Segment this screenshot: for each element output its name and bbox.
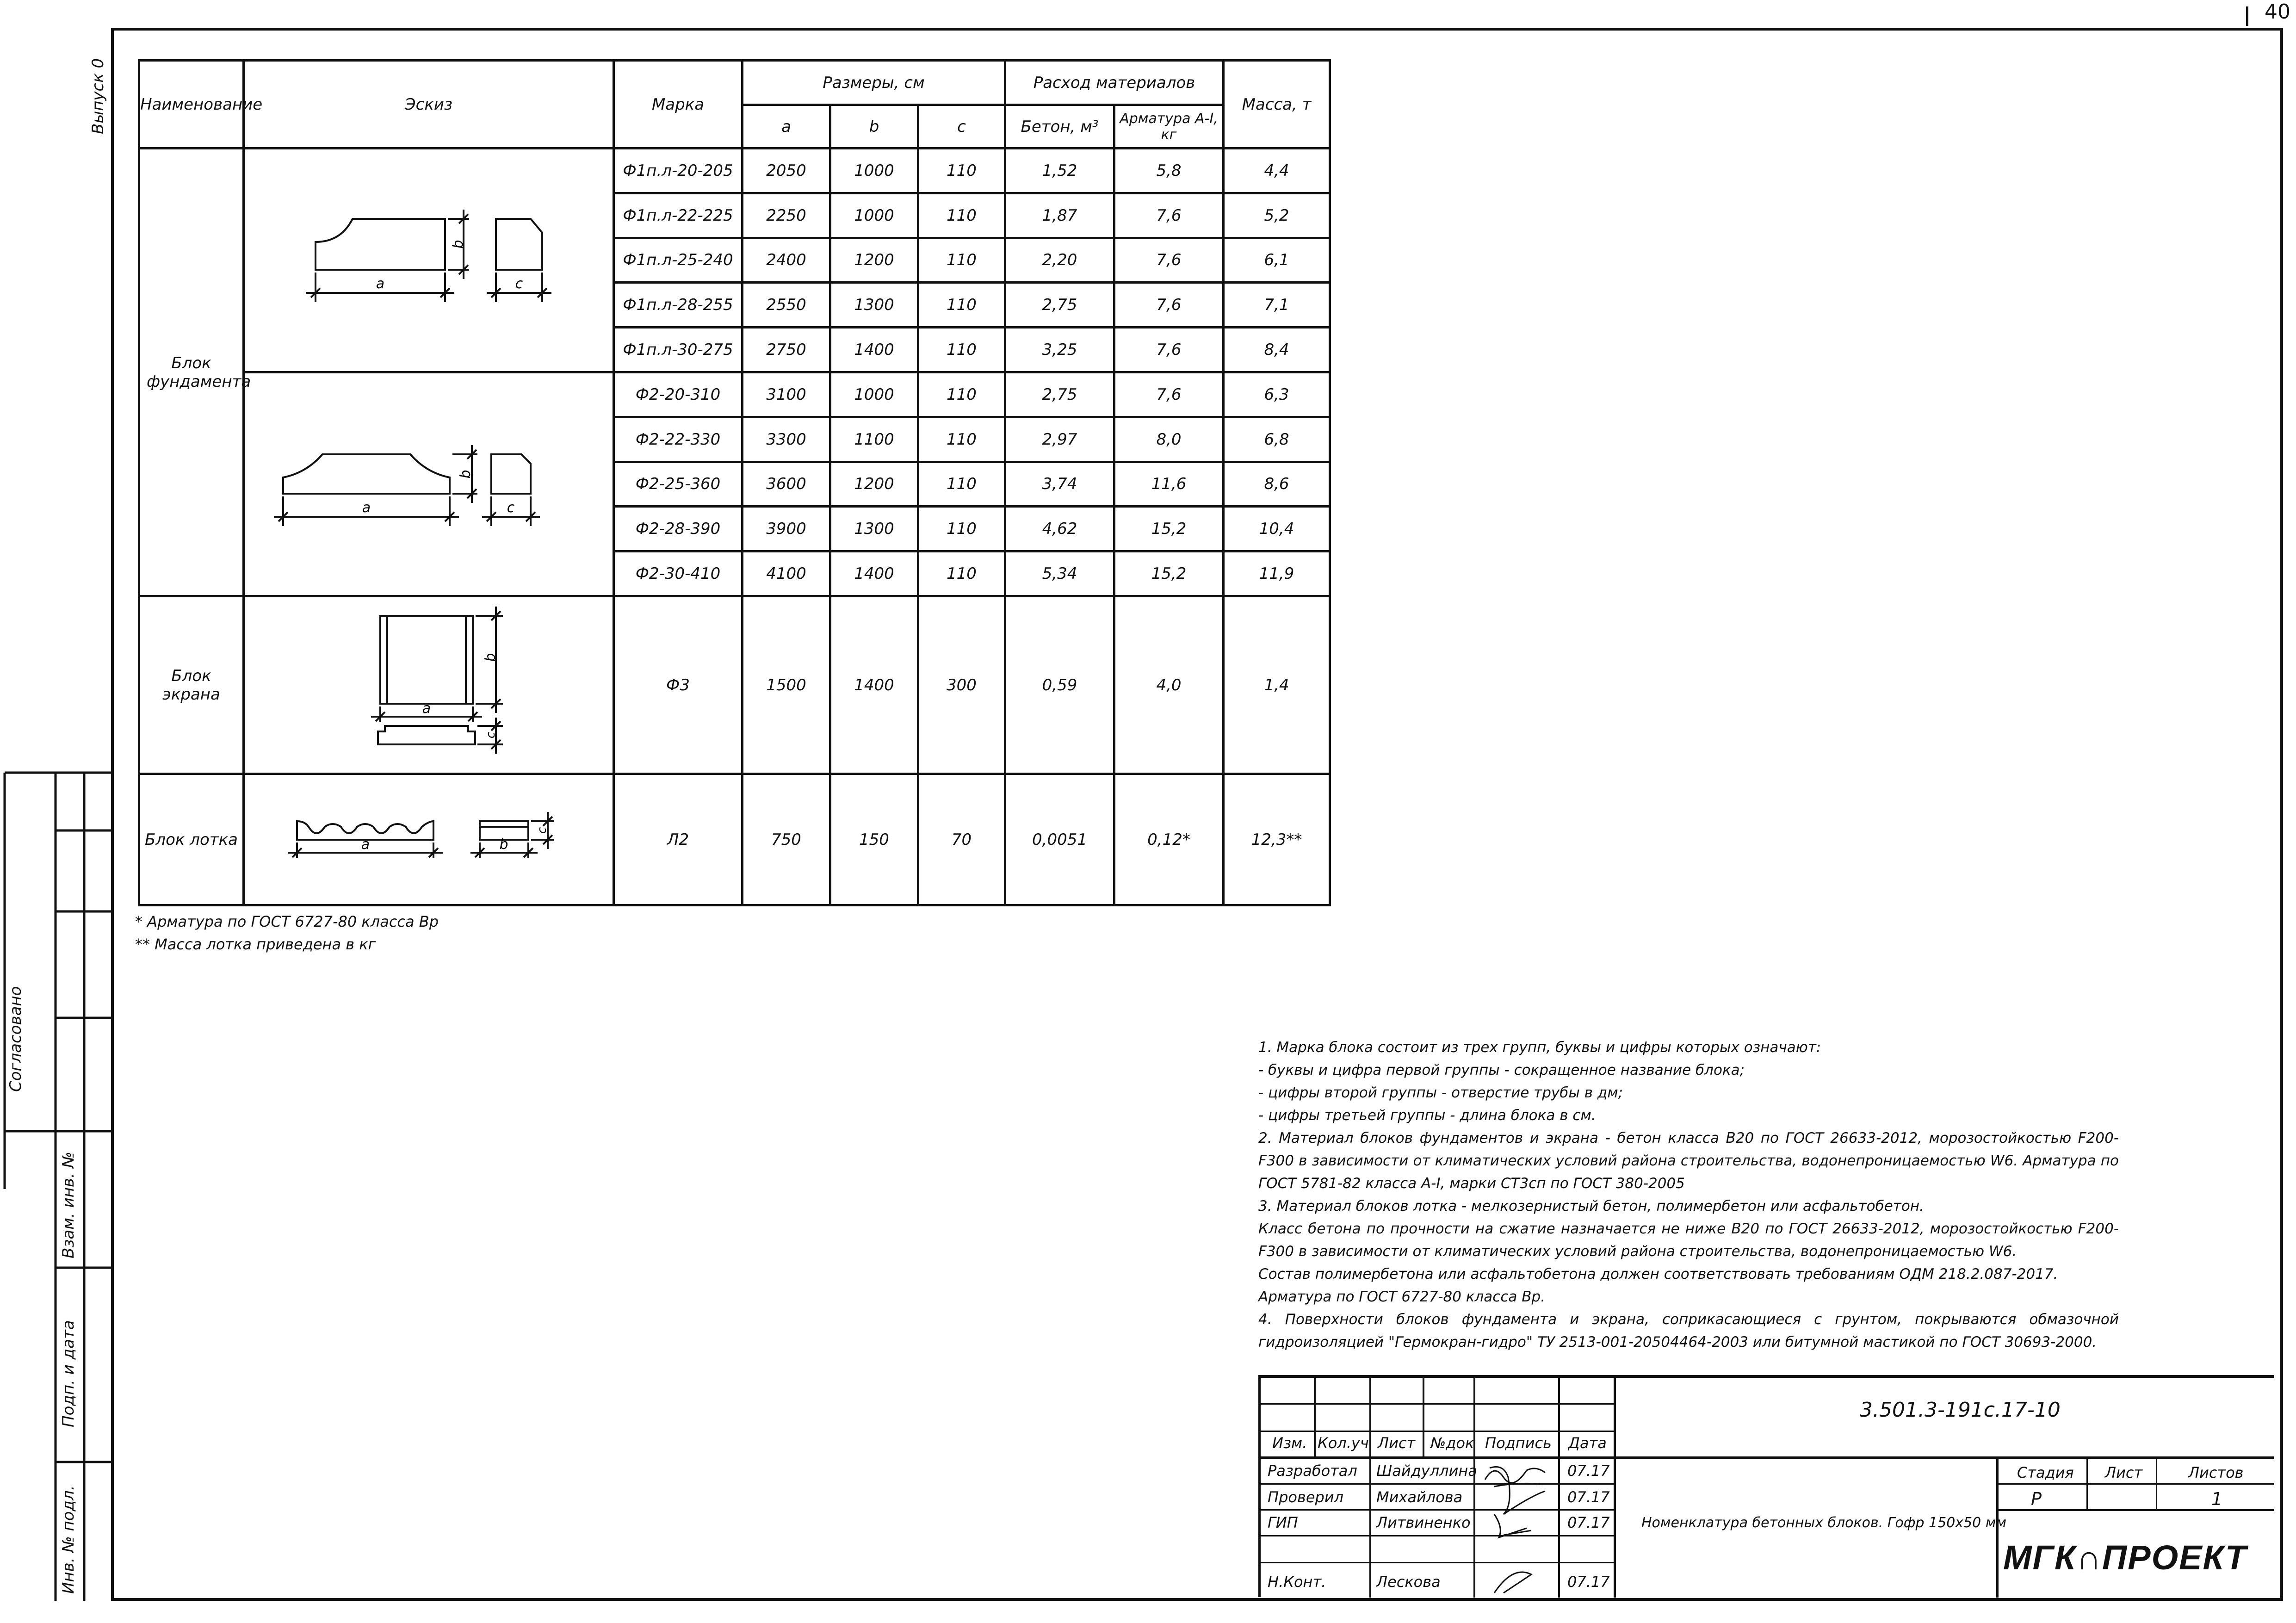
header-mark: Марка — [614, 61, 743, 149]
size-b-cell: 1400 — [830, 551, 918, 596]
note-line: Состав полимербетона или асфальтобетона должен соответствовать требованиям ОДМ 218.2.087-2017. — [1258, 1266, 2058, 1282]
mark-cell: Ф1п.л-22-225 — [614, 193, 743, 238]
size-b-cell: 1400 — [830, 328, 918, 372]
left-margin-lines — [1, 773, 112, 1601]
rebar-cell: 7,6 — [1114, 193, 1224, 238]
size-b-cell: 1100 — [830, 417, 918, 462]
mark-cell: Ф2-25-360 — [614, 462, 743, 507]
size-c-cell: 110 — [918, 328, 1005, 372]
sketch-f2 — [244, 372, 614, 596]
mark-cell: Ф1п.л-25-240 — [614, 238, 743, 283]
footnote-mass: ** Масса лотка приведена в кг — [135, 935, 376, 953]
size-a-cell: 1500 — [743, 596, 830, 774]
size-a-cell: 2400 — [743, 238, 830, 283]
note-line: Класс бетона по прочности на сжатие назначается не ниже В20 по ГОСТ 26633-2012, морозостойкостью F200-F300 в зависимости от климатических условий района строительства, водонепроницаемостью W6. — [1258, 1220, 2119, 1260]
concrete-cell: 4,62 — [1005, 507, 1114, 551]
rebar-cell: 7,6 — [1114, 372, 1224, 417]
mass-cell: 4,4 — [1224, 149, 1330, 193]
mass-cell: 6,1 — [1224, 238, 1330, 283]
sketch-label-c: c — [507, 500, 514, 516]
table-row — [139, 372, 1330, 417]
concrete-cell: 0,0051 — [1005, 774, 1114, 905]
size-b-cell: 1000 — [830, 372, 918, 417]
size-b-cell: 1300 — [830, 507, 918, 551]
size-a-cell: 3600 — [743, 462, 830, 507]
size-c-cell: 70 — [918, 774, 1005, 905]
size-c-cell: 110 — [918, 417, 1005, 462]
size-a-cell: 3100 — [743, 372, 830, 417]
left-margin-stamp — [1, 773, 112, 1601]
sketch-label-b: b — [499, 836, 508, 853]
date-chief-engineer: 07.17 — [1567, 1514, 1610, 1531]
concrete-cell: 2,97 — [1005, 417, 1114, 462]
document-code: 3.501.3-191с.17-10 — [1860, 1398, 2061, 1422]
rebar-cell: 8,0 — [1114, 417, 1224, 462]
mass-cell: 12,3** — [1224, 774, 1330, 905]
note-line: 4. Поверхности блоков фундамента и экрана, соприкасающиеся с грунтом, покрываются обмазочной гидроизоляцией "Гермокран-гидро" ТУ 2513-001-20504464-2003 или битумной мастикой по ГОСТ 30693-2000. — [1258, 1311, 2119, 1350]
sketch-label-c: c — [515, 276, 523, 292]
concrete-cell: 0,59 — [1005, 596, 1114, 774]
group-screen: Блок экрана — [139, 596, 244, 774]
mark-cell: Ф1п.л-28-255 — [614, 283, 743, 328]
size-c-cell: 110 — [918, 193, 1005, 238]
stamp-col-signature: Подпись — [1485, 1434, 1552, 1452]
size-c-cell: 110 — [918, 149, 1005, 193]
size-a-cell: 2750 — [743, 328, 830, 372]
size-a-cell: 3300 — [743, 417, 830, 462]
header-rebar: Арматура А-I, кг — [1114, 105, 1224, 149]
group-foundation: Блок фундамента — [139, 149, 244, 596]
mark-cell: Ф2-20-310 — [614, 372, 743, 417]
size-b-cell: 1000 — [830, 193, 918, 238]
mark-cell: Ф1п.л-20-205 — [614, 149, 743, 193]
rebar-cell: 7,6 — [1114, 238, 1224, 283]
date-developer: 07.17 — [1567, 1462, 1610, 1480]
sheet-number-tick — [2246, 6, 2248, 26]
sketch-tray — [244, 774, 614, 905]
sketch-label-a: a — [361, 836, 370, 853]
sketch-label-b: b — [482, 653, 499, 662]
size-a-cell: 2050 — [743, 149, 830, 193]
sketch-label-a: a — [362, 500, 371, 516]
size-b-cell: 1400 — [830, 596, 918, 774]
mark-cell: Ф2-30-410 — [614, 551, 743, 596]
size-c-cell: 110 — [918, 462, 1005, 507]
stage-label: Стадия — [2017, 1464, 2074, 1481]
concrete-cell: 3,74 — [1005, 462, 1114, 507]
size-b-cell: 150 — [830, 774, 918, 905]
size-c-cell: 110 — [918, 372, 1005, 417]
role-checker: Проверил — [1268, 1488, 1344, 1506]
concrete-cell: 2,20 — [1005, 238, 1114, 283]
foundation-f1-sketch — [246, 149, 612, 367]
sketch-label-a: a — [376, 276, 384, 292]
header-sketch: Эскиз — [244, 61, 614, 149]
size-c-cell: 110 — [918, 283, 1005, 328]
rebar-cell: 4,0 — [1114, 596, 1224, 774]
mass-cell: 8,6 — [1224, 462, 1330, 507]
concrete-cell: 3,25 — [1005, 328, 1114, 372]
mass-cell: 8,4 — [1224, 328, 1330, 372]
size-a-cell: 2250 — [743, 193, 830, 238]
title-block — [1258, 1375, 2274, 1597]
rebar-cell: 15,2 — [1114, 507, 1224, 551]
table-row — [139, 149, 1330, 193]
rebar-cell: 7,6 — [1114, 328, 1224, 372]
issue-label: Выпуск 0 — [89, 58, 107, 134]
replacing-inv-label: Взам. инв. № — [59, 1152, 78, 1258]
name-chief-engineer: Литвиненко — [1376, 1514, 1471, 1531]
header-c: c — [918, 105, 1005, 149]
note-line: 3. Материал блоков лотка - мелкозернистый бетон, полимербетон или асфальтобетон. — [1258, 1198, 1924, 1214]
tray-block-sketch — [246, 775, 612, 900]
size-b-cell: 1200 — [830, 462, 918, 507]
header-sizes: Размеры, см — [743, 61, 1005, 105]
sheets-label: Листов — [2188, 1464, 2244, 1481]
date-norm-control: 07.17 — [1567, 1573, 1610, 1591]
mark-cell: Ф2-22-330 — [614, 417, 743, 462]
group-tray: Блок лотка — [139, 774, 244, 905]
rebar-cell: 7,6 — [1114, 283, 1224, 328]
stamp-col-date: Дата — [1568, 1434, 1607, 1452]
mass-cell: 1,4 — [1224, 596, 1330, 774]
role-norm-control: Н.Конт. — [1268, 1573, 1326, 1591]
sketch-label-b: b — [457, 470, 474, 479]
concrete-cell: 1,87 — [1005, 193, 1114, 238]
company-logo: МГК∩ПРОЕКТ — [2003, 1538, 2247, 1577]
signature-checker — [1490, 1467, 1545, 1515]
stage-value: Р — [2031, 1489, 2042, 1509]
sketch-screen — [244, 596, 614, 774]
mark-cell: Ф2-28-390 — [614, 507, 743, 551]
rebar-cell: 11,6 — [1114, 462, 1224, 507]
mass-cell: 6,3 — [1224, 372, 1330, 417]
mass-cell: 6,8 — [1224, 417, 1330, 462]
size-a-cell: 3900 — [743, 507, 830, 551]
concrete-cell: 1,52 — [1005, 149, 1114, 193]
note-line: 2. Материал блоков фундаментов и экрана - бетон класса В20 по ГОСТ 26633-2012, морозостойкостью F200-F300 в зависимости от климатических условий района строительства, водонепроницаемостью W6. Арматура по ГОСТ 5781-82 класса А-I, марки СТ3сп по ГОСТ 380-2005 — [1258, 1130, 2119, 1192]
note-line: Арматура по ГОСТ 6727-80 класса Вр. — [1258, 1288, 1546, 1305]
note-line: 1. Марка блока состоит из трех групп, буквы и цифры которых означают: — [1258, 1039, 1821, 1056]
drawing-title: Номенклатура бетонных блоков. Гофр 150х50 мм — [1641, 1515, 2007, 1531]
size-a-cell: 750 — [743, 774, 830, 905]
header-materials: Расход материалов — [1005, 61, 1224, 105]
agreed-label: Согласовано — [6, 986, 25, 1092]
header-mass: Масса, т — [1224, 61, 1330, 149]
stamp-col-docnum: №док — [1430, 1434, 1474, 1452]
mark-cell: Ф3 — [614, 596, 743, 774]
mass-cell: 5,2 — [1224, 193, 1330, 238]
size-b-cell: 1200 — [830, 238, 918, 283]
table-row — [139, 774, 1330, 905]
signatures — [1476, 1459, 1558, 1598]
sheet-label: Лист — [2105, 1464, 2143, 1481]
mark-cell: Ф1п.л-30-275 — [614, 328, 743, 372]
size-a-cell: 4100 — [743, 551, 830, 596]
header-concrete: Бетон, м³ — [1005, 105, 1114, 149]
sheets-value: 1 — [2211, 1489, 2223, 1509]
note-line: - цифры второй группы - отверстие трубы в дм; — [1258, 1084, 1623, 1101]
size-c-cell: 110 — [918, 551, 1005, 596]
foundation-f2-sketch — [246, 373, 612, 591]
note-line: - буквы и цифра первой группы - сокращенное название блока; — [1258, 1062, 1745, 1078]
sign-date-label: Подп. и дата — [59, 1320, 78, 1427]
footnote-rebar: * Арматура по ГОСТ 6727-80 класса Вр — [135, 913, 439, 930]
sketch-label-c: c — [535, 827, 549, 834]
sketch-f1 — [244, 149, 614, 372]
size-b-cell: 1000 — [830, 149, 918, 193]
sketch-label-a: a — [422, 700, 431, 717]
size-c-cell: 110 — [918, 507, 1005, 551]
size-b-cell: 1300 — [830, 283, 918, 328]
screen-block-sketch — [246, 597, 612, 768]
name-checker: Михайлова — [1376, 1488, 1463, 1506]
size-a-cell: 2550 — [743, 283, 830, 328]
stamp-col-sheet: Лист — [1378, 1434, 1416, 1452]
role-developer: Разработал — [1268, 1462, 1357, 1480]
mass-cell: 7,1 — [1224, 283, 1330, 328]
size-c-cell: 300 — [918, 596, 1005, 774]
concrete-cell: 2,75 — [1005, 283, 1114, 328]
name-norm-control: Лескова — [1376, 1573, 1441, 1591]
signature-developer — [1485, 1468, 1545, 1483]
general-notes — [1258, 1036, 2119, 1354]
date-checker: 07.17 — [1567, 1488, 1610, 1506]
sketch-label-c: c — [483, 731, 498, 739]
header-name: Наименование — [139, 61, 244, 149]
name-developer: Шайдуллина — [1376, 1462, 1477, 1480]
rebar-cell: 0,12* — [1114, 774, 1224, 905]
mass-cell: 11,9 — [1224, 551, 1330, 596]
sketch-label-b: b — [450, 240, 466, 249]
inv-original-label: Инв. № подл. — [59, 1485, 78, 1594]
sheet-number: 40 — [2265, 0, 2290, 24]
table-row — [139, 596, 1330, 774]
header-a: a — [743, 105, 830, 149]
size-c-cell: 110 — [918, 238, 1005, 283]
mass-cell: 10,4 — [1224, 507, 1330, 551]
signature-chief-engineer — [1494, 1514, 1531, 1537]
stamp-col-count: Кол.уч — [1318, 1434, 1369, 1452]
note-line: - цифры третьей группы - длина блока в см. — [1258, 1107, 1596, 1124]
rebar-cell: 15,2 — [1114, 551, 1224, 596]
rebar-cell: 5,8 — [1114, 149, 1224, 193]
blocks-table — [138, 59, 1331, 906]
role-chief-engineer: ГИП — [1268, 1514, 1298, 1531]
header-b: b — [830, 105, 918, 149]
signature-norm-control — [1494, 1572, 1531, 1593]
stamp-col-change: Изм. — [1272, 1434, 1307, 1452]
mark-cell: Л2 — [614, 774, 743, 905]
concrete-cell: 5,34 — [1005, 551, 1114, 596]
concrete-cell: 2,75 — [1005, 372, 1114, 417]
